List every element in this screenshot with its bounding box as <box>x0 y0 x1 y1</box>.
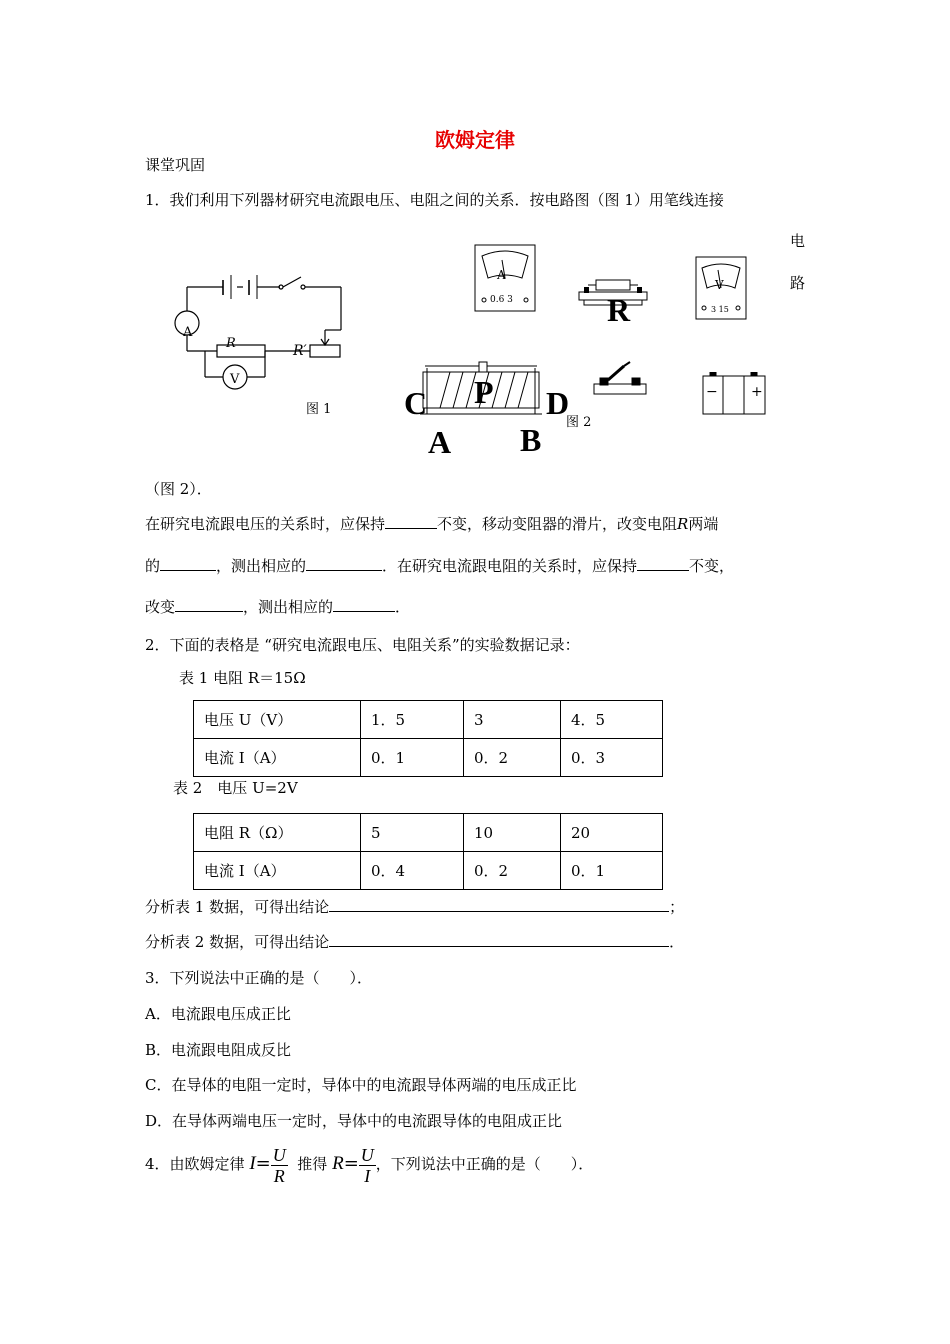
q2-analysis1-line <box>145 896 684 917</box>
q4-fraction-2 <box>359 1145 376 1186</box>
table-cell: 电流 I（A） <box>194 852 361 890</box>
circuit-diagram-figure1 <box>165 265 365 405</box>
q4-lhs2: R <box>332 1153 344 1174</box>
circuit-voltmeter-label: V <box>230 372 240 387</box>
q3-option-d[interactable]: D．在导体两端电压一定时，导体中的电流跟导体的电阻成正比 <box>145 1112 563 1130</box>
q1-text-b: 不变，移动变阻器的滑片，改变电阻 <box>437 515 678 533</box>
q1-text-d: ，测出相应的 <box>216 557 307 575</box>
q1-text-e: ．在研究电流跟电阻的关系时，应保持 <box>382 557 638 575</box>
q4-denominator-1: R <box>273 1165 285 1186</box>
table-row <box>194 701 663 739</box>
q4-suffix: ，下列说法中正确的是（ ）． <box>375 1155 594 1173</box>
answer-blank[interactable] <box>329 932 669 947</box>
q1-text-a: 在研究电流跟电压的关系时，应保持 <box>145 515 386 533</box>
q1-text-g: 改变 <box>145 598 176 616</box>
q1-side-char-1: 电 <box>790 232 806 250</box>
q1-text-i: ． <box>395 598 411 616</box>
q4-denominator-2: I <box>364 1165 371 1186</box>
q1-paragraph-line-b <box>145 555 734 576</box>
q3-option-b[interactable]: B．电流跟电阻成反比 <box>145 1041 292 1059</box>
q1-text-h: ，测出相应的 <box>243 598 334 616</box>
table-cell: 4．5 <box>561 701 663 739</box>
q2-intro: 2．下面的表格是 “研究电流跟电压、电阻关系”的实验数据记录： <box>145 636 580 654</box>
equals-sign: = <box>343 1153 359 1174</box>
ammeter-scale: 0.6 3 <box>490 295 513 305</box>
q3-option-a[interactable]: A．电流跟电压成正比 <box>145 1005 291 1023</box>
q2-analysis1-text: 分析表 1 数据，可得出结论 <box>145 898 330 916</box>
knife-switch <box>592 360 648 396</box>
table1-caption: 表 1 电阻 R＝15Ω <box>179 669 306 687</box>
answer-blank[interactable] <box>306 556 382 571</box>
table2-resistance-current <box>193 813 663 890</box>
q3-option-c[interactable]: C．在导体的电阻一定时，导体中的电流跟导体两端的电压成正比 <box>145 1076 577 1094</box>
q2-analysis2-line <box>145 931 684 952</box>
q3-stem: 3．下列说法中正确的是（ ）． <box>145 969 373 987</box>
q1-text-b-var: R <box>677 515 689 533</box>
table-cell: 电压 U（V） <box>194 701 361 739</box>
q1-paragraph-line-c <box>145 596 410 617</box>
battery-plus-icon: + <box>751 384 763 400</box>
q4-middle: 推得 <box>297 1155 328 1173</box>
q2-analysis2-end: ． <box>669 933 685 951</box>
answer-blank[interactable] <box>160 556 216 571</box>
answer-blank[interactable] <box>385 514 437 529</box>
q2-analysis2-text: 分析表 2 数据，可得出结论 <box>145 933 330 951</box>
rheostat-terminal-a: A <box>428 424 452 460</box>
q1-text-c: 的 <box>145 557 161 575</box>
table1-voltage-current <box>193 700 663 777</box>
answer-blank[interactable] <box>175 597 243 612</box>
voltmeter-scale: 3 15 <box>711 305 729 314</box>
table2-caption: 表 2 电压 U=2V <box>173 779 298 797</box>
table-row <box>194 852 663 890</box>
q4-numerator-1: U <box>272 1144 286 1165</box>
table-cell: 0．1 <box>561 852 663 890</box>
q1-side-char-2: 路 <box>790 274 806 292</box>
table-cell: 5 <box>361 814 464 852</box>
table-row <box>194 739 663 777</box>
section-heading: 课堂巩固 <box>145 156 206 174</box>
figure1-label: 图 1 <box>306 402 332 417</box>
q1-fig2-ref: （图 2）． <box>145 480 212 498</box>
answer-blank[interactable] <box>329 897 669 912</box>
figure2-label: 图 2 <box>566 415 592 430</box>
answer-blank[interactable] <box>637 556 689 571</box>
rheostat-terminal-b: B <box>520 422 542 458</box>
table-cell: 0．3 <box>561 739 663 777</box>
q1-line1: 1．我们利用下列器材研究电流跟电压、电阻之间的关系．按电路图（图 1）用笔线连接 <box>145 191 724 209</box>
q4-numerator-2: U <box>360 1144 374 1165</box>
table-cell: 20 <box>561 814 663 852</box>
battery-minus-icon: − <box>706 384 718 400</box>
q1-text-b-end: 两端 <box>688 515 719 533</box>
rheostat-slider-p: P <box>474 374 494 410</box>
q4-prefix: 4．由欧姆定律 <box>145 1155 245 1173</box>
rheostat-terminal-d: D <box>546 385 570 421</box>
page-title: 欧姆定律 <box>435 128 515 152</box>
answer-blank[interactable] <box>333 597 395 612</box>
q1-paragraph-line-a <box>145 513 718 534</box>
table-cell: 0．2 <box>464 852 561 890</box>
table-cell: 10 <box>464 814 561 852</box>
table-row <box>194 814 663 852</box>
ammeter-face-label: A <box>497 268 506 282</box>
table-cell: 1．5 <box>361 701 464 739</box>
table-cell: 0．2 <box>464 739 561 777</box>
table-cell: 0．4 <box>361 852 464 890</box>
q2-analysis1-end: ； <box>669 898 685 916</box>
q4-lhs1: I <box>249 1153 256 1174</box>
resistor-letter: R <box>607 292 631 328</box>
circuit-rheostat-label: R′ <box>293 343 307 359</box>
q4-stem <box>145 1144 593 1186</box>
table-cell: 3 <box>464 701 561 739</box>
q4-fraction-1 <box>271 1145 288 1186</box>
rheostat-terminal-c: C <box>404 385 428 421</box>
circuit-resistor-label: R <box>226 336 236 351</box>
q1-text-f: 不变， <box>689 557 735 575</box>
voltmeter-face-label: V <box>715 278 724 292</box>
table-cell: 电阻 R（Ω） <box>194 814 361 852</box>
equals-sign: = <box>255 1153 271 1174</box>
table-cell: 电流 I（A） <box>194 739 361 777</box>
circuit-ammeter-label: A <box>183 325 193 340</box>
table-cell: 0．1 <box>361 739 464 777</box>
